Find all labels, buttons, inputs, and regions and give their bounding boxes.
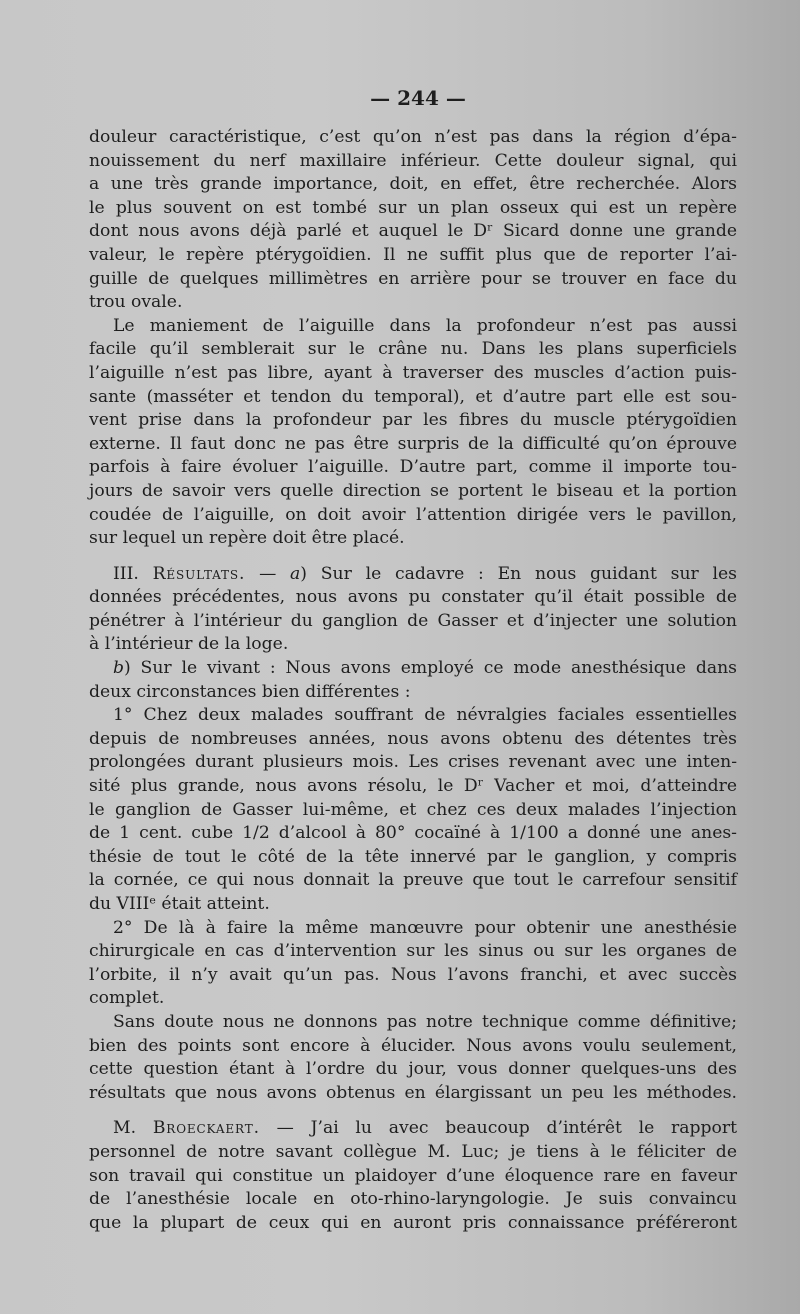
line-text: a une très grande importance, doit, en effet, être recherchée. Alors [89, 174, 737, 195]
text-line [89, 987, 737, 1011]
text-line [89, 869, 737, 893]
text-line [89, 1141, 737, 1165]
line-text: sante (masséter et tendon du temporal), et d’autre part elle est sou- [89, 386, 737, 407]
line-text: deux circonstances bien différentes : [89, 681, 411, 702]
text-line [89, 244, 737, 268]
text-line [89, 386, 737, 410]
line-text: coudée de l’aiguille, on doit avoir l’attention dirigée vers le pavillon, [89, 504, 737, 525]
line-text: résultats que nous avons obtenus en élargissant un peu les méthodes. [89, 1082, 737, 1103]
line-text: thésie de tout le côté de la tête innervé par le ganglion, y compris [89, 846, 737, 867]
line-text: la cornée, ce qui nous donnait la preuve que tout le carrefour sensitif [89, 870, 737, 891]
line-text: personnel de notre savant collègue M. Luc; je tiens à le féliciter de [89, 1141, 737, 1162]
line-text: bien des points sont encore à élucider. Nous avons voulu seulement, [89, 1035, 737, 1056]
line-text: Sans doute nous ne donnons pas notre technique comme définitive; [113, 1011, 737, 1032]
line-text: prolongées durant plusieurs mois. Les crises revenant avec une inten- [89, 752, 737, 773]
text-line [89, 822, 737, 846]
text-line [89, 456, 737, 480]
text-line [89, 917, 737, 941]
text-line [89, 315, 737, 339]
line-text: son travail qui constitue un plaidoyer d’une éloquence rare en faveur [89, 1165, 737, 1186]
line-text: de 1 cent. cube 1/2 d’alcool à 80° cocaïné à 1/100 a donné une anes- [89, 823, 737, 844]
line-text: l’orbite, il n’y avait qu’un pas. Nous l’avons franchi, et avec succès [89, 964, 737, 985]
page-number: — 244 — [370, 86, 466, 110]
text-line [89, 1035, 737, 1059]
text-line [89, 751, 737, 775]
line-text: guille de quelques millimètres en arrière pour se trouver en face du [89, 268, 737, 289]
text-line [89, 1188, 737, 1212]
text-line [89, 362, 737, 386]
text-line [89, 728, 737, 752]
line-text: facile qu’il semblerait sur le crâne nu. Dans les plans superficiels [89, 339, 737, 360]
line-text: valeur, le repère ptérygoïdien. Il ne suffit plus que de reporter l’ai- [89, 244, 737, 265]
subsection-mark: b [113, 658, 125, 679]
line-text: le ganglion de Gasser lui-même, et chez ces deux malades l’injection [89, 799, 737, 820]
text-line [89, 799, 737, 823]
text-line [89, 220, 737, 244]
text-line [89, 893, 737, 917]
line-text: complet. [89, 988, 165, 1009]
line-text: — J’ai lu avec beaucoup d’intérêt le rapport [259, 1118, 737, 1139]
text-line [89, 126, 737, 150]
text-line [89, 586, 737, 610]
dash: — [245, 563, 291, 584]
section-numeral: III. [113, 563, 139, 584]
text-line [89, 480, 737, 504]
text-line [89, 1058, 737, 1082]
text-line [89, 610, 737, 634]
line-text: ) Sur le cadavre : En nous guidant sur les [300, 563, 737, 584]
text-line [89, 409, 737, 433]
text-line [89, 775, 737, 799]
subsection-mark: a [290, 563, 301, 584]
text-line [89, 291, 737, 315]
line-text: le plus souvent on est tombé sur un plan osseux qui est un repère [89, 197, 737, 218]
text-line [89, 527, 737, 551]
line-text: à l’intérieur de la loge. [89, 634, 289, 655]
text-line [89, 1082, 737, 1106]
line-text: externe. Il faut donc ne pas être surpris de la difficulté qu’on éprouve [89, 433, 737, 454]
speaker-name: Broeckaert. [152, 1118, 260, 1139]
text-line [89, 504, 737, 528]
body-text [89, 126, 737, 1235]
section-gap [89, 551, 737, 563]
line-text: chirurgicale en cas d’intervention sur les sinus ou sur les organes de [89, 941, 737, 962]
section-title: Résultats. [152, 563, 246, 584]
line-text: douleur caractéristique, c’est qu’on n’est pas dans la région d’épa- [89, 127, 737, 147]
text-line [89, 197, 737, 221]
text-line [89, 681, 737, 705]
text-line [89, 1212, 737, 1236]
line-text: que la plupart de ceux qui en auront pris connaissance préféreront [89, 1212, 737, 1233]
text-line [89, 846, 737, 870]
line-text: Le maniement de l’aiguille dans la profondeur n’est pas aussi [113, 315, 737, 336]
line-text: depuis de nombreuses années, nous avons obtenu des détentes très [89, 728, 737, 749]
section-gap [89, 1105, 737, 1117]
line-text: données précédentes, nous avons pu constater qu’il était possible de [89, 587, 737, 608]
text-line [89, 1011, 737, 1035]
text-line [89, 657, 737, 681]
line-text: sité plus grande, nous avons résolu, le Dʳ Vacher et moi, d’atteindre [89, 776, 737, 797]
text-line [89, 150, 737, 174]
line-text: trou ovale. [89, 292, 183, 313]
line-text: parfois à faire évoluer l’aiguille. D’autre part, comme il importe tou- [89, 457, 737, 478]
text-line [89, 563, 737, 587]
line-text: ) Sur le vivant : Nous avons employé ce mode anesthésique dans [124, 658, 737, 679]
speaker-prefix: M. [113, 1118, 153, 1139]
text-line [89, 633, 737, 657]
text-line [89, 940, 737, 964]
line-text: nouissement du nerf maxillaire inférieur. Cette douleur signal, qui [89, 150, 737, 171]
text-line [89, 704, 737, 728]
text-line [89, 1165, 737, 1189]
line-text: du VIIIᵉ était atteint. [89, 894, 270, 914]
line-text: vent prise dans la profondeur par les fibres du muscle ptérygoïdien [89, 410, 737, 431]
line-text: 1° Chez deux malades souffrant de névralgies faciales essentielles [113, 705, 737, 726]
line-text: pénétrer à l’intérieur du ganglion de Gasser et d’injecter une solution [89, 610, 737, 631]
line-text: jours de savoir vers quelle direction se portent le biseau et la portion [89, 480, 737, 501]
line-text: dont nous avons déjà parlé et auquel le Dʳ Sicard donne une grande [89, 221, 737, 242]
text-line [89, 1117, 737, 1141]
text-line [89, 433, 737, 457]
text-line [89, 173, 737, 197]
line-text: cette question étant à l’ordre du jour, vous donner quelques-uns des [89, 1059, 737, 1080]
text-line [89, 338, 737, 362]
line-text: l’aiguille n’est pas libre, ayant à traverser des muscles d’action puis- [89, 362, 737, 383]
text-line [89, 268, 737, 292]
text-line [89, 964, 737, 988]
line-text: de l’anesthésie locale en oto-rhino-laryngologie. Je suis convaincu [89, 1189, 737, 1210]
line-text: 2° De là à faire la même manœuvre pour obtenir une anesthésie [113, 917, 737, 938]
line-text: sur lequel un repère doit être placé. [89, 528, 405, 549]
